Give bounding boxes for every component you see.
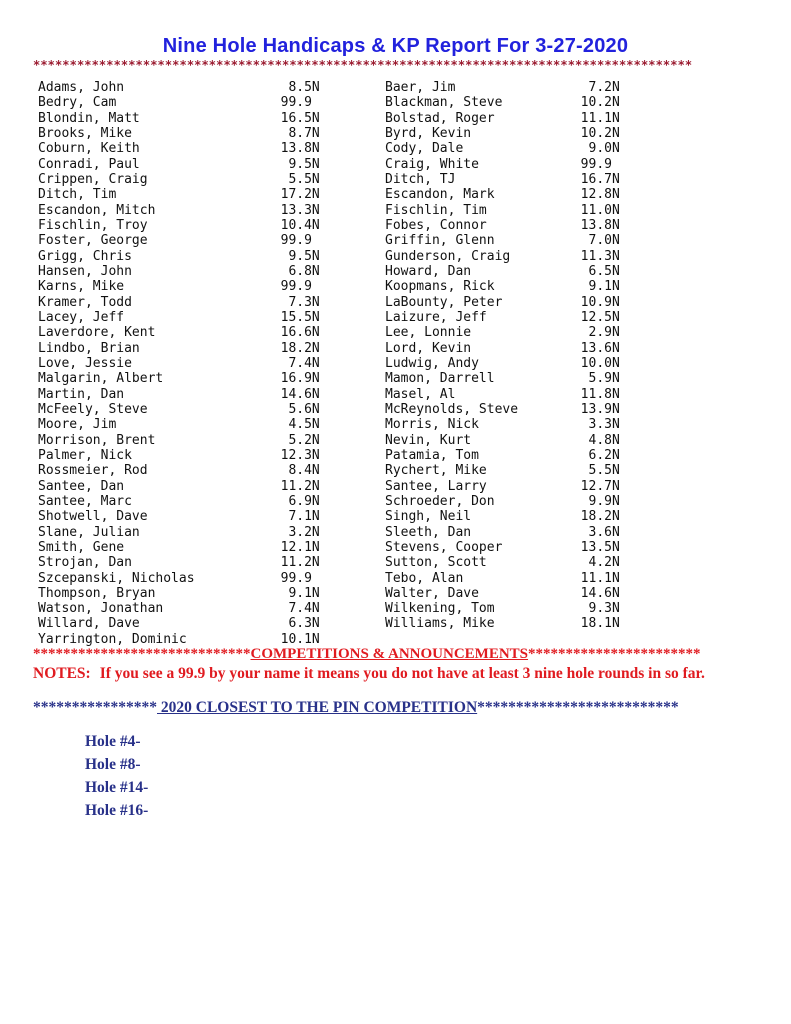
announcements-heading: COMPETITIONS & ANNOUNCEMENTS: [250, 646, 529, 662]
roster-row: Fischlin, Troy 10.4N: [38, 217, 320, 233]
roster-row: Moore, Jim 4.5N: [38, 417, 320, 433]
roster-row: Escandon, Mark 12.8N: [385, 187, 620, 203]
roster-row: Rossmeier, Rod 8.4N: [38, 463, 320, 479]
roster-row: Foster, George 99.9: [38, 233, 312, 249]
kp-hole-item: Hole #16-: [85, 802, 149, 819]
roster-row: Williams, Mike 18.1N: [385, 616, 620, 632]
roster-row: Sleeth, Dan 3.6N: [385, 524, 620, 540]
roster-row: Bolstad, Roger 11.1N: [385, 110, 620, 126]
roster-row: Grigg, Chris 9.5N: [38, 248, 320, 264]
roster-row: Mamon, Darrell 5.9N: [385, 371, 620, 387]
roster-row: Howard, Dan 6.5N: [385, 263, 620, 279]
roster-row: Santee, Dan 11.2N: [38, 478, 320, 494]
roster-row: Fischlin, Tim 11.0N: [385, 202, 620, 218]
notes-text: If you see a 99.9 by your name it means you do not have at least 3 nine hole rounds in so far.: [99, 665, 705, 682]
roster-row: Tebo, Alan 11.1N: [385, 570, 620, 586]
roster-row: Rychert, Mike 5.5N: [385, 463, 620, 479]
kp-hole-item: Hole #8-: [85, 756, 141, 773]
kp-heading: 2020 CLOSEST TO THE PIN COMPETITION: [157, 699, 478, 716]
roster-column-right: [385, 80, 620, 632]
roster-row: Martin, Dan 14.6N: [38, 386, 320, 402]
roster-row: Thompson, Bryan 9.1N: [38, 585, 320, 601]
notes-label: NOTES:: [33, 665, 91, 682]
roster-row: Watson, Jonathan 7.4N: [38, 601, 320, 617]
roster-row: Bedry, Cam 99.9: [38, 95, 312, 111]
roster-row: Karns, Mike 99.9: [38, 279, 312, 295]
kp-competition-header: [33, 699, 679, 717]
roster-row: Griffin, Glenn 7.0N: [385, 233, 620, 249]
roster-row: Slane, Julian 3.2N: [38, 524, 320, 540]
roster-row: Coburn, Keith 13.8N: [38, 141, 320, 157]
roster-row: Stevens, Cooper 13.5N: [385, 539, 620, 555]
kp-holes-list: [85, 730, 148, 822]
top-asterisk-divider: ******************************************************************************************: [33, 58, 693, 72]
roster-row: Shotwell, Dave 7.1N: [38, 509, 320, 525]
roster-row: Patamia, Tom 6.2N: [385, 447, 620, 463]
roster-row: Conradi, Paul 9.5N: [38, 156, 320, 172]
roster-row: Baer, Jim 7.2N: [385, 80, 620, 95]
page-title: Nine Hole Handicaps & KP Report For 3-27-2020: [162, 35, 629, 57]
roster-row: Cody, Dale 9.0N: [385, 141, 620, 157]
roster-row: Gunderson, Craig 11.3N: [385, 248, 620, 264]
roster-row: Willard, Dave 6.3N: [38, 616, 320, 632]
roster-row: McFeely, Steve 5.6N: [38, 401, 320, 417]
kp-left-stars: ****************: [33, 699, 157, 716]
roster-row: Walter, Dave 14.6N: [385, 585, 620, 601]
roster-row: Strojan, Dan 11.2N: [38, 555, 320, 571]
roster-row: Byrd, Kevin 10.2N: [385, 125, 620, 141]
roster-row: Santee, Larry 12.7N: [385, 478, 620, 494]
roster-row: Laverdore, Kent 16.6N: [38, 325, 320, 341]
roster-row: Ditch, Tim 17.2N: [38, 187, 320, 203]
roster-row: Craig, White 99.9: [385, 156, 612, 172]
roster-row: Brooks, Mike 8.7N: [38, 125, 320, 141]
roster-row: Hansen, John 6.8N: [38, 263, 320, 279]
roster-row: Morrison, Brent 5.2N: [38, 432, 320, 448]
roster-row: Nevin, Kurt 4.8N: [385, 432, 620, 448]
roster-row: Kramer, Todd 7.3N: [38, 294, 320, 310]
roster-row: Crippen, Craig 5.5N: [38, 171, 320, 187]
roster-row: Schroeder, Don 9.9N: [385, 493, 620, 509]
roster-column-left: [38, 80, 320, 647]
roster-row: Morris, Nick 3.3N: [385, 417, 620, 433]
roster-row: Lindbo, Brian 18.2N: [38, 340, 320, 356]
roster-row: Singh, Neil 18.2N: [385, 509, 620, 525]
roster-row: Ditch, TJ 16.7N: [385, 171, 620, 187]
roster-row: Palmer, Nick 12.3N: [38, 447, 320, 463]
roster-row: Yarrington, Dominic 10.1N: [38, 631, 320, 647]
competitions-announcements-header: [33, 646, 701, 663]
roster-row: Wilkening, Tom 9.3N: [385, 601, 620, 617]
roster-row: Blondin, Matt 16.5N: [38, 110, 320, 126]
roster-row: Ludwig, Andy 10.0N: [385, 355, 620, 371]
roster-row: Lee, Lonnie 2.9N: [385, 325, 620, 341]
roster-row: McReynolds, Steve 13.9N: [385, 401, 620, 417]
roster-row: Adams, John 8.5N: [38, 80, 320, 95]
roster-row: Smith, Gene 12.1N: [38, 539, 320, 555]
notes-line: [33, 665, 705, 683]
roster-row: Fobes, Connor 13.8N: [385, 217, 620, 233]
roster-row: Lord, Kevin 13.6N: [385, 340, 620, 356]
roster-row: Escandon, Mitch 13.3N: [38, 202, 320, 218]
roster-row: Szcepanski, Nicholas 99.9: [38, 570, 312, 586]
kp-right-stars: **************************: [477, 699, 679, 716]
roster-row: Koopmans, Rick 9.1N: [385, 279, 620, 295]
roster-row: Sutton, Scott 4.2N: [385, 555, 620, 571]
roster-row: Blackman, Steve 10.2N: [385, 95, 620, 111]
roster-row: LaBounty, Peter 10.9N: [385, 294, 620, 310]
kp-hole-item: Hole #4-: [85, 733, 141, 750]
roster-row: Love, Jessie 7.4N: [38, 355, 320, 371]
roster-row: Laizure, Jeff 12.5N: [385, 309, 620, 325]
roster-row: Masel, Al 11.8N: [385, 386, 620, 402]
roster-row: Lacey, Jeff 15.5N: [38, 309, 320, 325]
roster-row: Malgarin, Albert 16.9N: [38, 371, 320, 387]
announcements-right-stars: ***********************: [528, 646, 701, 662]
roster-row: Santee, Marc 6.9N: [38, 493, 320, 509]
announcements-left-stars: *****************************: [33, 646, 251, 662]
kp-hole-item: Hole #14-: [85, 779, 149, 796]
